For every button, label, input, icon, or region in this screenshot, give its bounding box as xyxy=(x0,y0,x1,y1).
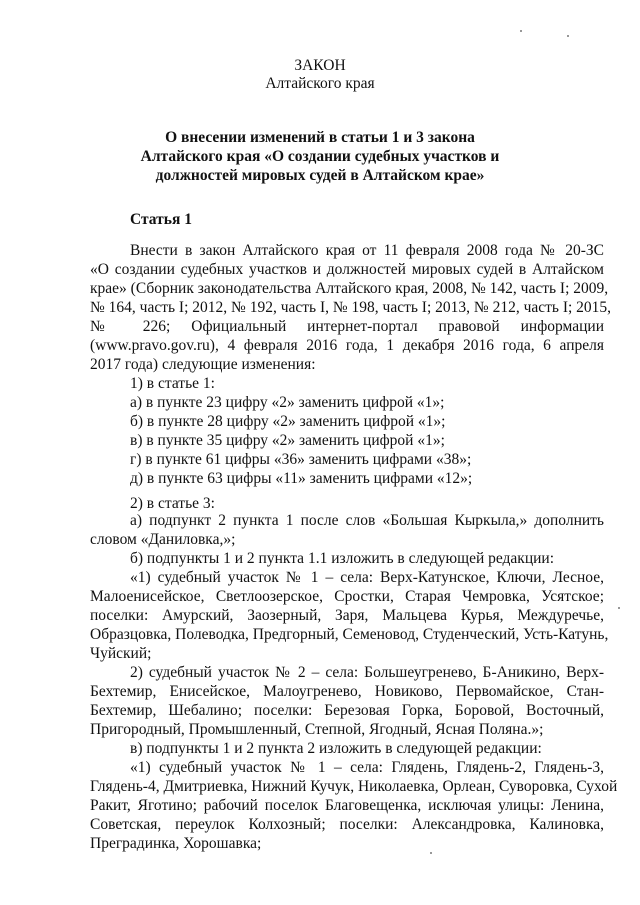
article-line: Образцовка, Полеводка, Предгорный, Семеновод, Студенческий, Усть-Катунь, xyxy=(90,626,609,643)
scan-speck xyxy=(520,30,522,32)
region-label: Алтайского края xyxy=(265,75,375,92)
article-line: «1) судебный участок № 1 – села: Верх-Катунское, Ключи, Лесное, xyxy=(130,569,604,586)
article-line: № 164, часть I; 2012, № 192, часть I, № 198, часть I; 2013, № 212, часть I; 2015, xyxy=(90,299,612,316)
article-line: г) в пункте 61 цифры «36» заменить цифрами «38»; xyxy=(130,451,472,468)
article-line: а) подпункт 2 пункта 1 после слов «Большая Кыркыла,» дополнить xyxy=(130,512,604,529)
article-line: Внести в закон Алтайского края от 11 февраля 2008 года № 20-ЗС xyxy=(130,242,604,259)
article-line: Бехтемир, Шебалино; поселки: Березовая Горка, Боровой, Восточный, xyxy=(90,702,604,719)
article-line: Глядень-4, Дмитриевка, Нижний Кучук, Николаевка, Орлеан, Суворовка, Сухой xyxy=(90,778,618,795)
article-line: Чуйский; xyxy=(90,645,152,662)
article-line: № 226; Официальный интернет-портал правовой информации xyxy=(90,318,604,335)
scan-speck xyxy=(567,35,569,37)
article-line: а) в пункте 23 цифру «2» заменить цифрой «1»; xyxy=(130,394,445,411)
article-line: в) подпункты 1 и 2 пункта 2 изложить в следующей редакции: xyxy=(130,740,542,757)
article-line: д) в пункте 63 цифры «11» заменить цифрами «12»; xyxy=(130,470,473,487)
article-line: Советская, переулок Колхозный; поселки: Александровка, Калиновка, xyxy=(90,816,604,833)
scan-speck xyxy=(618,607,620,609)
article-line: 2017 года) следующие изменения: xyxy=(90,356,316,373)
article-line: «1) судебный участок № 1 – села: Глядень, Глядень-2, Глядень-3, xyxy=(130,759,604,776)
article-line: 1) в статье 1: xyxy=(130,375,215,392)
law-subject-line: Алтайского края «О создании судебных участков и xyxy=(140,148,500,165)
article-line: словом «Даниловка,»; xyxy=(90,531,236,548)
article-line: поселки: Амурский, Заозерный, Заря, Мальцева Курья, Междуречье, xyxy=(90,607,604,624)
article-line: крае» (Сборник законодательства Алтайского края, 2008, № 142, часть I; 2009, xyxy=(90,280,609,297)
law-subject-line: О внесении изменений в статьи 1 и 3 закона xyxy=(165,129,475,146)
article-line: Малоенисейское, Светлоозерское, Сростки, Старая Чемровка, Усятское; xyxy=(90,588,604,605)
article-line: Пригородный, Промышленный, Степной, Ягодный, Ясная Поляна.»; xyxy=(90,721,544,738)
article-line: б) в пункте 28 цифру «2» заменить цифрой «1»; xyxy=(130,413,446,430)
law-label: ЗАКОН xyxy=(294,57,346,74)
article-line: 2) судебный участок № 2 – села: Большеугренево, Б-Аникино, Верх- xyxy=(130,664,604,681)
scan-speck xyxy=(430,852,432,854)
article-line: Бехтемир, Енисейское, Малоугренево, Новиково, Первомайское, Стан- xyxy=(90,683,604,700)
article-line: (www.pravo.gov.ru), 4 февраля 2016 года, 1 декабря 2016 года, 6 апреля xyxy=(90,337,604,354)
law-subject-line: должностей мировых судей в Алтайском крае» xyxy=(155,167,485,184)
article-line: в) в пункте 35 цифру «2» заменить цифрой «1»; xyxy=(130,432,445,449)
article-line: Ракит, Яготино; рабочий поселок Благовещенка, исключая улицы: Ленина, xyxy=(90,797,604,814)
article-heading: Статья 1 xyxy=(130,211,192,228)
article-line: 2) в статье 3: xyxy=(130,495,215,512)
article-line: б) подпункты 1 и 2 пункта 1.1 изложить в следующей редакции: xyxy=(130,550,555,567)
article-line: Преградинка, Хорошавка; xyxy=(90,835,262,852)
article-line: «О создании судебных участков и должностей мировых судей в Алтайском xyxy=(90,261,604,278)
